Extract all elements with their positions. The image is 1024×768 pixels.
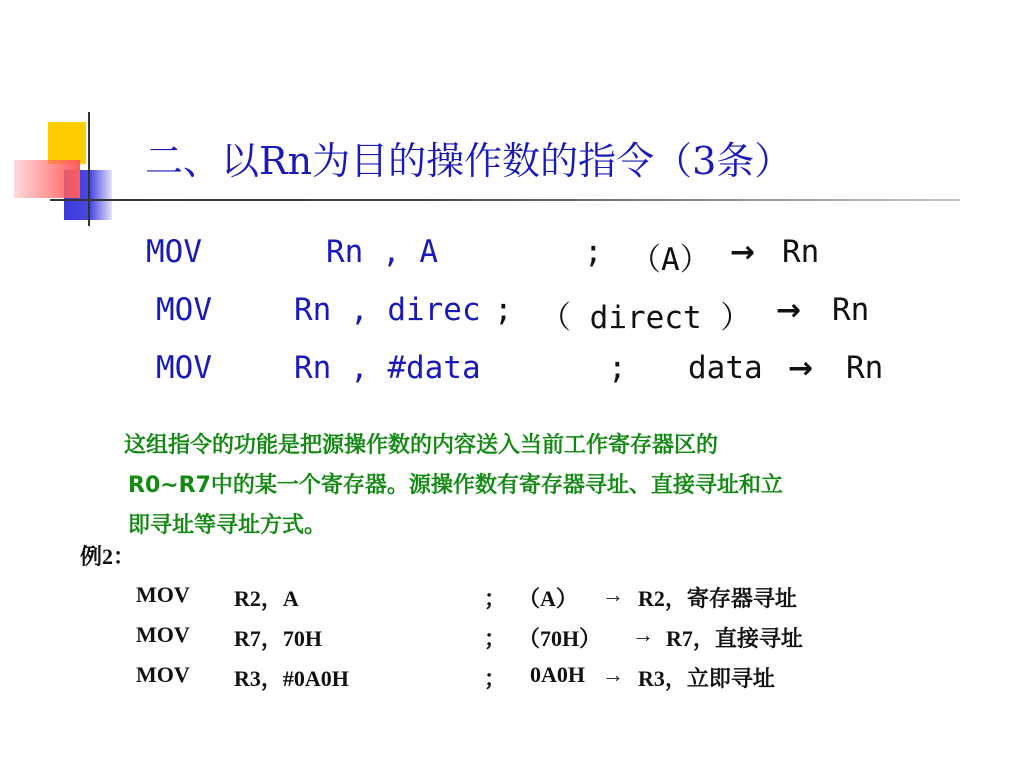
example-3-op: MOV	[136, 662, 190, 687]
example-3-dst: R3，立即寻址	[638, 666, 775, 691]
instr-3-src: data	[688, 350, 763, 386]
title-underline	[50, 199, 960, 201]
example-1-operands: R2，A	[234, 586, 299, 611]
description-line-1: 这组指令的功能是把源操作数的内容送入当前工作寄存器区的	[124, 433, 719, 458]
instr-1-src: （A）	[630, 242, 711, 278]
decor-vertical-line	[88, 112, 90, 226]
arrow-icon: →	[788, 351, 814, 386]
example-2-src: （70H）	[518, 626, 602, 651]
description-paragraph	[124, 426, 964, 546]
description-line-2: R0~R7中的某一个寄存器。源操作数有寄存器寻址、直接寻址和立	[128, 473, 783, 498]
instr-3-op: MOV	[156, 350, 212, 386]
arrow-icon: →	[730, 235, 756, 270]
instr-1-dst: Rn	[782, 234, 820, 270]
example-1-src: （A）	[518, 586, 578, 611]
example-label: 例2：	[80, 544, 136, 569]
decor-yellow-square	[48, 122, 86, 164]
instr-2-sep: ;	[494, 292, 513, 328]
description-line-3: 即寻址等寻址方式。	[128, 513, 327, 538]
instr-3-sep: ;	[608, 350, 627, 386]
example-3-sep: ；	[484, 666, 507, 691]
example-2-operands: R7，70H	[234, 626, 323, 651]
example-2-sep: ；	[484, 626, 507, 651]
instr-2-src: （ direct ）	[540, 300, 752, 336]
example-1-sep: ；	[484, 586, 507, 611]
example-1-op: MOV	[136, 582, 190, 607]
instr-3-operands: Rn , #data	[294, 350, 481, 386]
instr-1-operands: Rn , A	[326, 234, 438, 270]
arrow-icon: →	[602, 662, 624, 687]
example-2-dst: R7，直接寻址	[666, 626, 803, 651]
slide-title: 二、以Rn为目的操作数的指令（3条）	[145, 139, 793, 183]
instr-1-op: MOV	[146, 234, 202, 270]
instr-2-operands: Rn , direc	[294, 292, 481, 328]
instr-1-sep: ;	[584, 234, 603, 270]
decor-red-square	[14, 160, 80, 198]
arrow-icon: →	[776, 293, 802, 328]
example-3-operands: R3，#0A0H	[234, 666, 349, 691]
arrow-icon: →	[602, 582, 624, 607]
example-2-op: MOV	[136, 622, 190, 647]
instr-3-dst: Rn	[846, 350, 884, 386]
example-1-dst: R2，寄存器寻址	[638, 586, 797, 611]
example-3-src: 0A0H	[530, 662, 585, 687]
instr-2-op: MOV	[156, 292, 212, 328]
instr-2-dst: Rn	[832, 292, 870, 328]
arrow-icon: →	[632, 622, 654, 647]
